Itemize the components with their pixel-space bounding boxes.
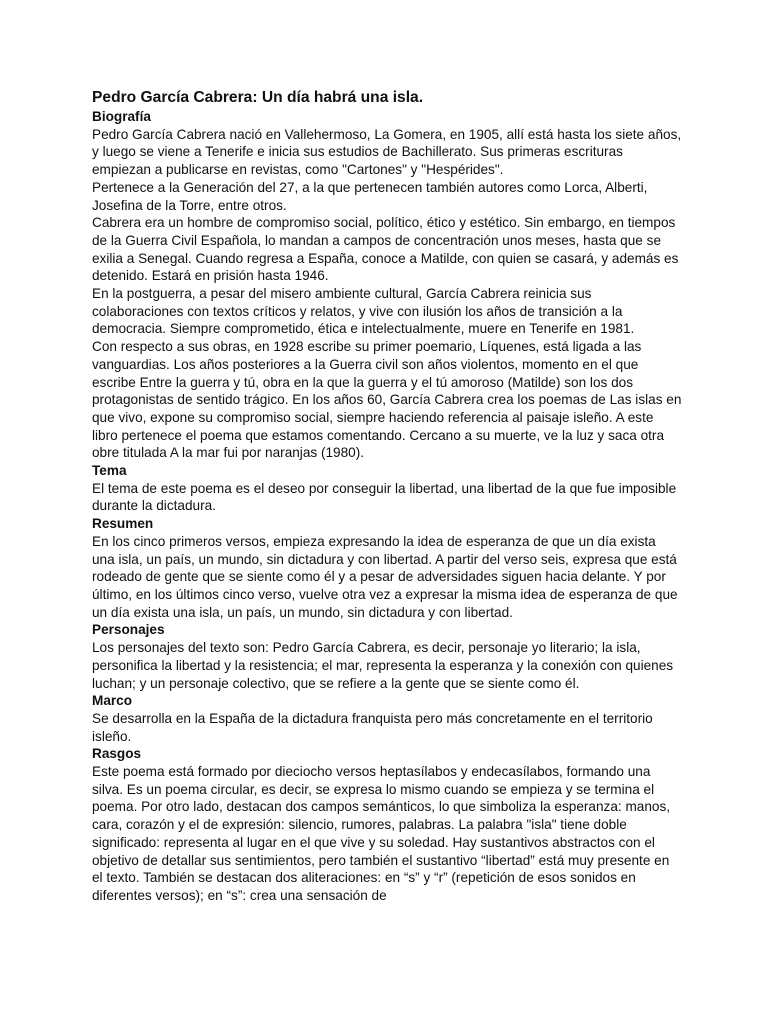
paragraph: Pedro García Cabrera nació en Vallehermoso, La Gomera, en 1905, allí está hasta los siete años, y luego se viene a Tenerife e inicia sus estudios de Bachillerato. Sus primeras escrituras empiezan a publicarse en revistas, como "Cartones" y "Hespérides". <box>92 126 682 178</box>
section-heading: Biografía <box>92 109 151 124</box>
section-marco <box>92 692 682 745</box>
paragraph: Con respecto a sus obras, en 1928 escribe su primer poemario, Líquenes, está ligada a las vanguardias. Los años posteriores a la Guerra civil son años violentos, momento en el que escribe Entre la guerra y tú, obra en la que la guerra y el tú amoroso (Matilde) son los dos protagonistas de sentido trágico. En los años 60, García Cabrera crea los poemas de Las islas en que vivo, expone su compromiso social, siempre haciendo referencia al paisaje isleño. A este libro pertenece el poema que estamos comentando. Cercano a su muerte, ve la luz y saca otra obre titulada A la mar fui por naranjas (1980). <box>92 339 682 461</box>
section-tema <box>92 462 682 515</box>
document-page <box>92 88 682 905</box>
section-heading: Marco <box>92 693 133 709</box>
section-heading: Personajes <box>92 622 165 638</box>
paragraph: Se desarrolla en la España de la dictadura franquista pero más concretamente en el territorio isleño. <box>92 710 653 744</box>
paragraph: Pertenece a la Generación del 27, a la que pertenecen también autores como Lorca, Alberti, Josefina de la Torre, entre otros. <box>92 179 648 213</box>
paragraph: Los personajes del texto son: Pedro García Cabrera, es decir, personaje yo literario; la isla, personifica la libertad y la resistencia; el mar, representa la esperanza y la conexión con quienes luchan; y un personaje colectivo, que se refiere a la gente que se siente como él. <box>92 640 674 691</box>
paragraph: El tema de este poema es el deseo por conseguir la libertad, una libertad de la que fue imposible durante la dictadura. <box>92 480 677 514</box>
section-personajes <box>92 621 682 692</box>
section-resumen <box>92 515 682 621</box>
document-title: Pedro García Cabrera: Un día habrá una isla. <box>92 89 424 106</box>
section-rasgos <box>92 745 682 904</box>
paragraph: En los cinco primeros versos, empieza expresando la idea de esperanza de que un día exista una isla, un país, un mundo, sin dictadura y con libertad. A partir del verso seis, expresa que está rodeado de gente que se siente como él y a pesar de adversidades siguen hacia delante. Y por último, en los últimos cinco verso, vuelve otra vez a expresar la misma idea de esperanza de que un día exista una isla, un país, un mundo, sin dictadura y con libertad. <box>92 533 678 620</box>
paragraph: En la postguerra, a pesar del misero ambiente cultural, García Cabrera reinicia sus colaboraciones con textos críticos y relatos, y vive con ilusión los años de transición a la democracia. Siempre comprometido, ética e intelectualmente, muere en Tenerife en 1981. <box>92 286 635 337</box>
section-heading: Rasgos <box>92 746 142 762</box>
paragraph: Cabrera era un hombre de compromiso social, político, ético y estético. Sin embargo, en tiempos de la Guerra Civil Española, lo mandan a campos de concentración unos meses, hasta que se exilia a Senegal. Cuando regresa a España, conoce a Matilde, con quien se casará, y además es detenido. Estará en prisión hasta 1946. <box>92 215 679 284</box>
section-heading: Tema <box>92 463 127 479</box>
section-biografia <box>92 108 682 462</box>
paragraph: Este poema está formado por dieciocho versos heptasílabos y endecasílabos, formando una silva. Es un poema circular, es decir, se expresa lo mismo cuando se empieza y se termina el poema. Por otro lado, destacan dos campos semánticos, lo que simboliza la esperanza: manos, cara, corazón y el de expresión: silencio, rumores, palabras. La palabra "isla" tiene doble significado: representa al lugar en el que vive y su soledad. Hay sustantivos abstractos con el objetivo de detallar sus sentimientos, pero también el sustantivo “libertad” está muy presente en el texto. También se destacan dos aliteraciones: en “s” y “r” (repetición de esos sonidos en diferentes versos); en “s”: crea una sensación de <box>92 764 671 903</box>
section-heading: Resumen <box>92 516 154 532</box>
